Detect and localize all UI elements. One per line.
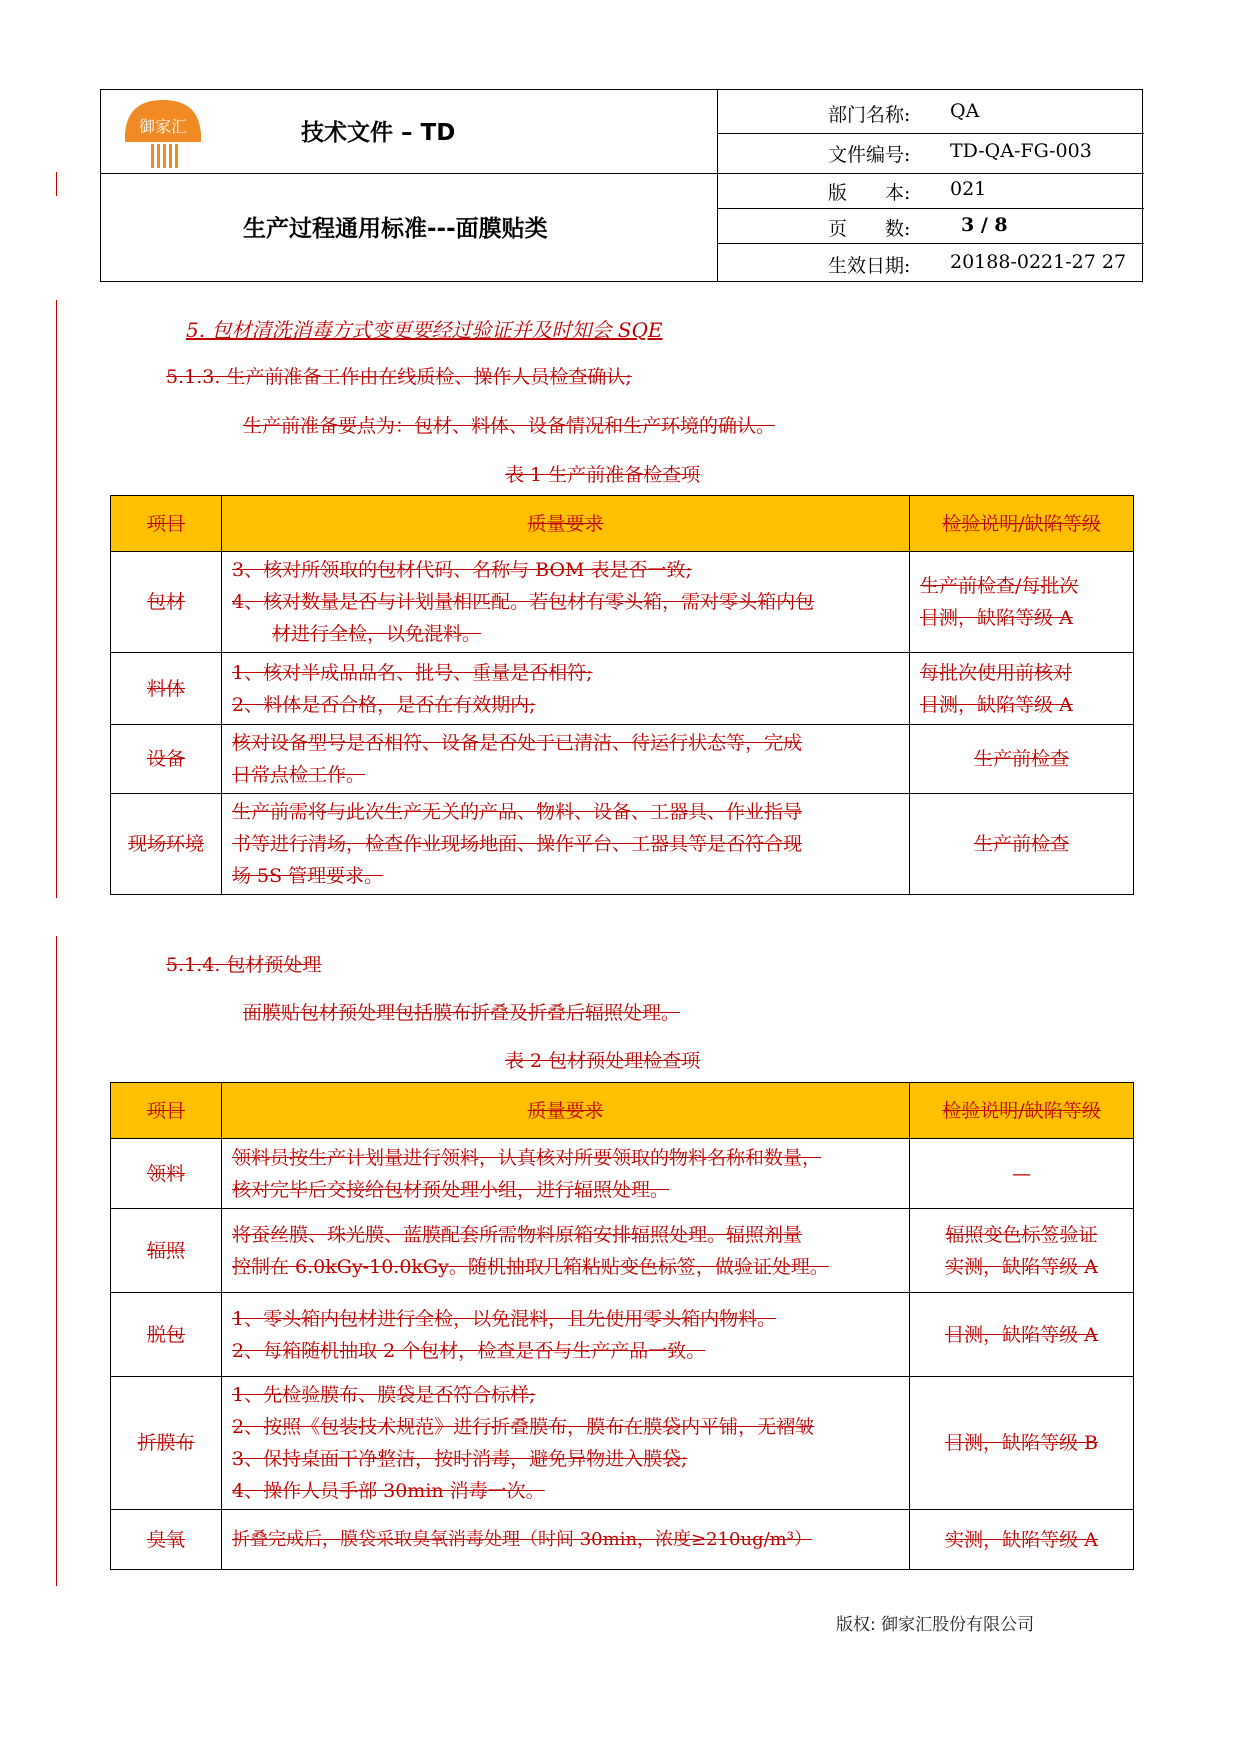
table1-col-req: 质量要求 — [222, 496, 910, 552]
table2-col-item: 项目 — [111, 1083, 222, 1139]
table1-caption: 表 1 生产前准备检查项 — [505, 464, 701, 486]
revision-bar — [56, 172, 57, 196]
field-key-version: 版 本: — [828, 182, 911, 204]
field-value-version: 021 — [950, 178, 987, 200]
table-row: 设备 核对设备型号是否相符、设备是否处于已清洁、待运行状态等，完成 日常点检工作。 生产前检查 — [111, 725, 1134, 794]
table-row: 现场环境 生产前需将与此次生产无关的产品、物料、设备、工器具、作业指导 书等进行清场，检查作业现场地面、操作平台、工器具等是否符合现 场 5S 管理要求。 生产前检查 — [111, 794, 1134, 895]
table-row: 包材 3、核对所领取的包材代码、名称与 BOM 表是否一致; 4、核对数量是否与计划量相匹配。若包材有零头箱，需对零头箱内包 材进行全检，以免混料。 生产前检查/每批次 目测，缺陷等级 A — [111, 552, 1134, 653]
document-header — [100, 89, 1143, 282]
section-514-title: 5.1.4. 包材预处理 — [166, 954, 322, 976]
table-row: 脱包 1、零头箱内包材进行全检，以免混料，且先使用零头箱内物料。 2、每箱随机抽取 2 个包材，检查是否与生产产品一致。 目测，缺陷等级 A — [111, 1293, 1134, 1377]
field-key-effective: 生效日期: — [828, 255, 911, 277]
field-value-docno: TD-QA-FG-003 — [950, 140, 1092, 162]
field-key-docno: 文件编号: — [828, 144, 911, 166]
field-key-pages: 页 数: — [828, 218, 911, 240]
field-value-effective: 20188-0221-27 27 — [950, 251, 1127, 273]
table2-col-req: 质量要求 — [222, 1083, 910, 1139]
table1-col-note: 检验说明/缺陷等级 — [910, 496, 1134, 552]
section-514-desc: 面膜贴包材预处理包括膜布折叠及折叠后辐照处理。 — [243, 1002, 681, 1024]
table2-pretreat-check — [110, 1082, 1134, 1570]
field-value-dept: QA — [950, 100, 980, 122]
table-row: 领料 领料员按生产计划量进行领料，认真核对所要领取的物料名称和数量， 核对完毕后交接给包材预处理小组，进行辐照处理。 — — [111, 1139, 1134, 1209]
revision-bar — [56, 300, 57, 898]
table2-col-note: 检验说明/缺陷等级 — [910, 1083, 1134, 1139]
table-row: 辐照 将蚕丝膜、珠光膜、蓝膜配套所需物料原箱安排辐照处理。辐照剂量 控制在 6.0kGy-10.0kGy。随机抽取几箱粘贴变色标签，做验证处理。 辐照变色标签验证 实测，缺陷等级 A — [111, 1209, 1134, 1293]
table2-caption: 表 2 包材预处理检查项 — [505, 1050, 701, 1072]
copyright-footer: 版权: 御家汇股份有限公司 — [836, 1615, 1035, 1635]
logo-text: 御家汇 — [138, 117, 188, 136]
section-513-desc: 生产前准备要点为：包材、料体、设备情况和生产环境的确认。 — [243, 415, 776, 437]
table-row: 臭氧 折叠完成后，膜袋采取臭氧消毒处理（时间 30min，浓度≥210ug/m³） 实测，缺陷等级 A — [111, 1510, 1134, 1570]
company-logo — [113, 92, 213, 172]
table1-col-item: 项目 — [111, 496, 222, 552]
revision-bar — [56, 936, 57, 1586]
table-row: 折膜布 1、先检验膜布、膜袋是否符合标样; 2、按照《包装技术规范》进行折叠膜布，膜布在膜袋内平铺，无褶皱 3、保持桌面干净整洁，按时消毒，避免异物进入膜袋; 4、操作人员手部 30min 消毒一次。 目测，缺陷等级 B — [111, 1377, 1134, 1510]
doc-type: 技术文件 – TD — [301, 120, 456, 146]
table1-prep-check — [110, 495, 1134, 895]
doc-title: 生产过程通用标准---面膜贴类 — [243, 216, 548, 242]
field-value-pages: 3 / 8 — [961, 214, 1008, 236]
table-row: 料体 1、核对半成品品名、批号、重量是否相符; 2、料体是否合格，是否在有效期内; 每批次使用前核对 目测，缺陷等级 A — [111, 653, 1134, 725]
inserted-heading: 5. 包材清洗消毒方式变更要经过验证并及时知会 SQE — [186, 318, 663, 342]
section-513-title: 5.1.3. 生产前准备工作由在线质检、操作人员检查确认; — [166, 366, 632, 388]
field-key-dept: 部门名称: — [828, 104, 911, 126]
